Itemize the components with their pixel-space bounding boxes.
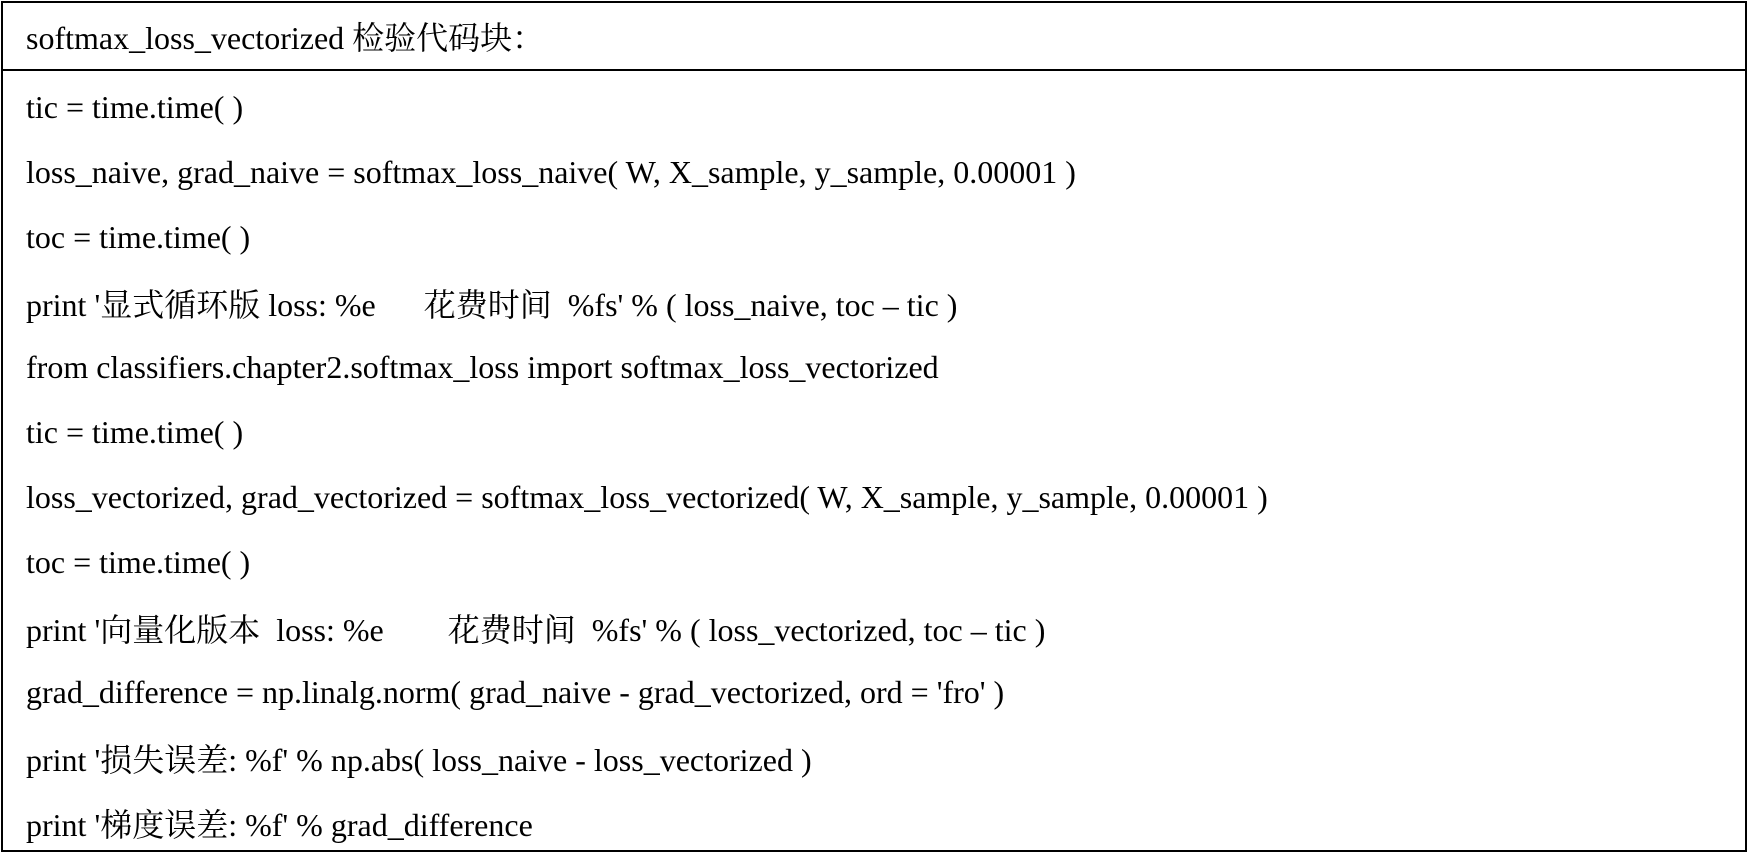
code-block-table	[1, 1, 1747, 852]
code-line-toc-vectorized: toc = time.time( )	[26, 544, 251, 580]
code-line-print-grad-error: print '梯度误差: %f' % grad_difference	[26, 806, 533, 843]
code-line-tic-start: tic = time.time( )	[26, 89, 244, 125]
code-line-tic-vectorized: tic = time.time( )	[26, 414, 244, 450]
code-block-title: softmax_loss_vectorized 检验代码块：	[3, 3, 1745, 71]
code-block-body	[3, 71, 1745, 855]
code-line-naive-call: loss_naive, grad_naive = softmax_loss_naive( W, X_sample, y_sample, 0.00001 )	[26, 154, 1076, 190]
code-line-grad-difference: grad_difference = np.linalg.norm( grad_naive - grad_vectorized, ord = 'fro' )	[26, 674, 1005, 710]
code-line-print-naive: print '显式循环版 loss: %e 花费时间 %fs' % ( loss_naive, toc – tic )	[26, 286, 958, 323]
code-line-vectorized-call: loss_vectorized, grad_vectorized = softmax_loss_vectorized( W, X_sample, y_sample, 0.00001 )	[26, 479, 1268, 515]
code-line-toc-naive: toc = time.time( )	[26, 219, 251, 255]
code-line-import: from classifiers.chapter2.softmax_loss import softmax_loss_vectorized	[26, 349, 939, 385]
code-line-print-vectorized: print '向量化版本 loss: %e 花费时间 %fs' % ( loss_vectorized, toc – tic )	[26, 611, 1046, 648]
code-line-print-loss-error: print '损失误差: %f' % np.abs( loss_naive - loss_vectorized )	[26, 741, 812, 778]
